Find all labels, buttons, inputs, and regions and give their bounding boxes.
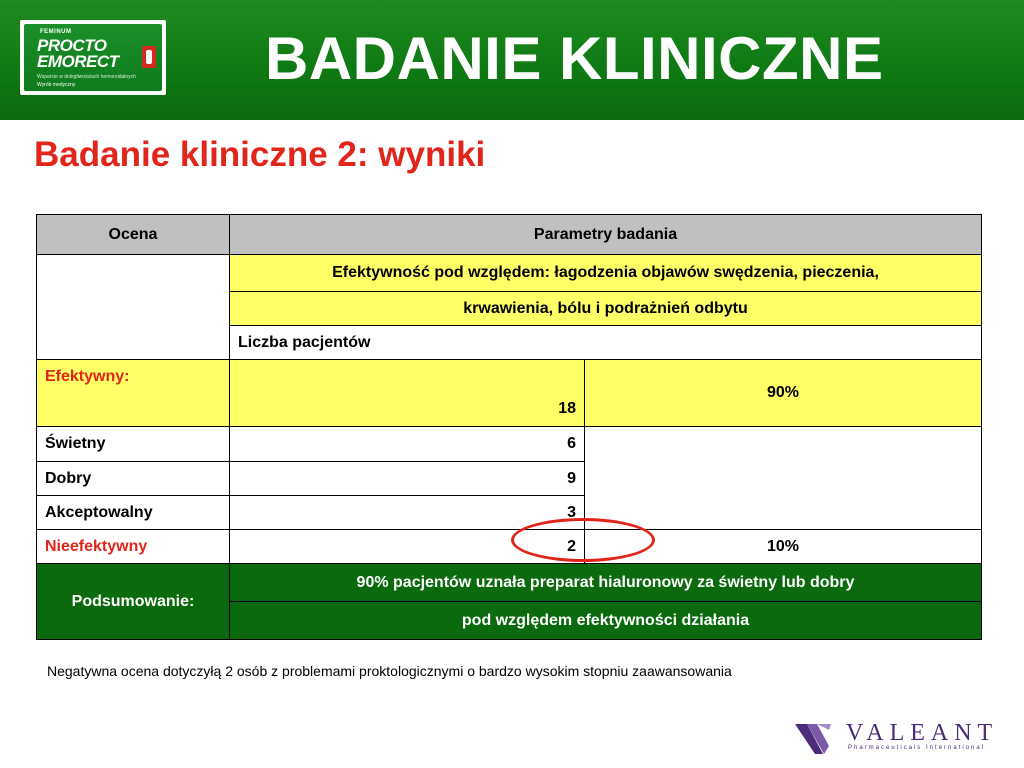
header-parametry: Parametry badania: [230, 215, 982, 255]
logo-line1: PROCTO: [37, 36, 107, 55]
table-header-row: [37, 215, 982, 255]
logo-caption-2: Wyrób medyczny: [37, 82, 76, 88]
logo-top-text: FEMINUM: [40, 29, 72, 35]
table-row: [37, 360, 982, 427]
acceptable-count: 3: [230, 496, 585, 530]
footnote: Negatywna ocena dotyczyłą 2 osób z problemami proktologicznymi o bardzo wysokim stopniu zaawansowania: [47, 663, 732, 679]
valeant-logo: [793, 718, 999, 760]
ineffective-label: Nieefektywny: [37, 530, 230, 564]
table-row: [37, 255, 982, 292]
description-line-1: Efektywność pod względem: łagodzenia objawów swędzenia, pieczenia,: [230, 255, 982, 292]
summary-line-1: 90% pacjentów uznała preparat hialuronowy za świetny lub dobry: [230, 564, 982, 602]
effective-percent: 90%: [585, 360, 982, 427]
patients-count-label: Liczba pacjentów: [230, 326, 982, 360]
logo-package: [24, 24, 162, 91]
section-subtitle: Badanie kliniczne 2: wyniki: [34, 135, 486, 174]
summary-label: Podsumowanie:: [37, 564, 230, 640]
valeant-v-icon: [793, 720, 843, 758]
table-row: [37, 427, 982, 462]
valeant-wordmark: VALEANT: [846, 720, 999, 746]
valeant-tagline: Pharmaceuticals International: [848, 745, 986, 751]
good-count: 9: [230, 462, 585, 496]
ineffective-percent: 10%: [585, 530, 982, 564]
excellent-label: Świetny: [37, 427, 230, 462]
summary-line-2: pod względem efektywności działania: [230, 602, 982, 640]
effective-label: Efektywny:: [37, 360, 230, 427]
summary-row: [37, 564, 982, 602]
logo-red-mark-icon: [142, 46, 156, 68]
results-table: [36, 214, 982, 640]
header-ocena: Ocena: [37, 215, 230, 255]
logo-line2: EMORECT: [37, 52, 119, 71]
procto-emorect-logo: [20, 20, 166, 95]
page-title: BADANIE KLINICZNE: [265, 25, 884, 92]
ineffective-count: 2: [230, 530, 585, 564]
description-line-2: krwawienia, bólu i podrażnień odbytu: [230, 292, 982, 326]
logo-caption: Wsparcie w dolegliwościach hemoroidalnych: [37, 74, 136, 80]
excellent-count: 6: [230, 427, 585, 462]
acceptable-label: Akceptowalny: [37, 496, 230, 530]
header-bar: [0, 0, 1024, 120]
effective-count: 18: [230, 360, 585, 427]
table-row: [37, 530, 982, 564]
good-label: Dobry: [37, 462, 230, 496]
empty-cell: [37, 255, 230, 360]
merged-empty-cell: [585, 427, 982, 530]
